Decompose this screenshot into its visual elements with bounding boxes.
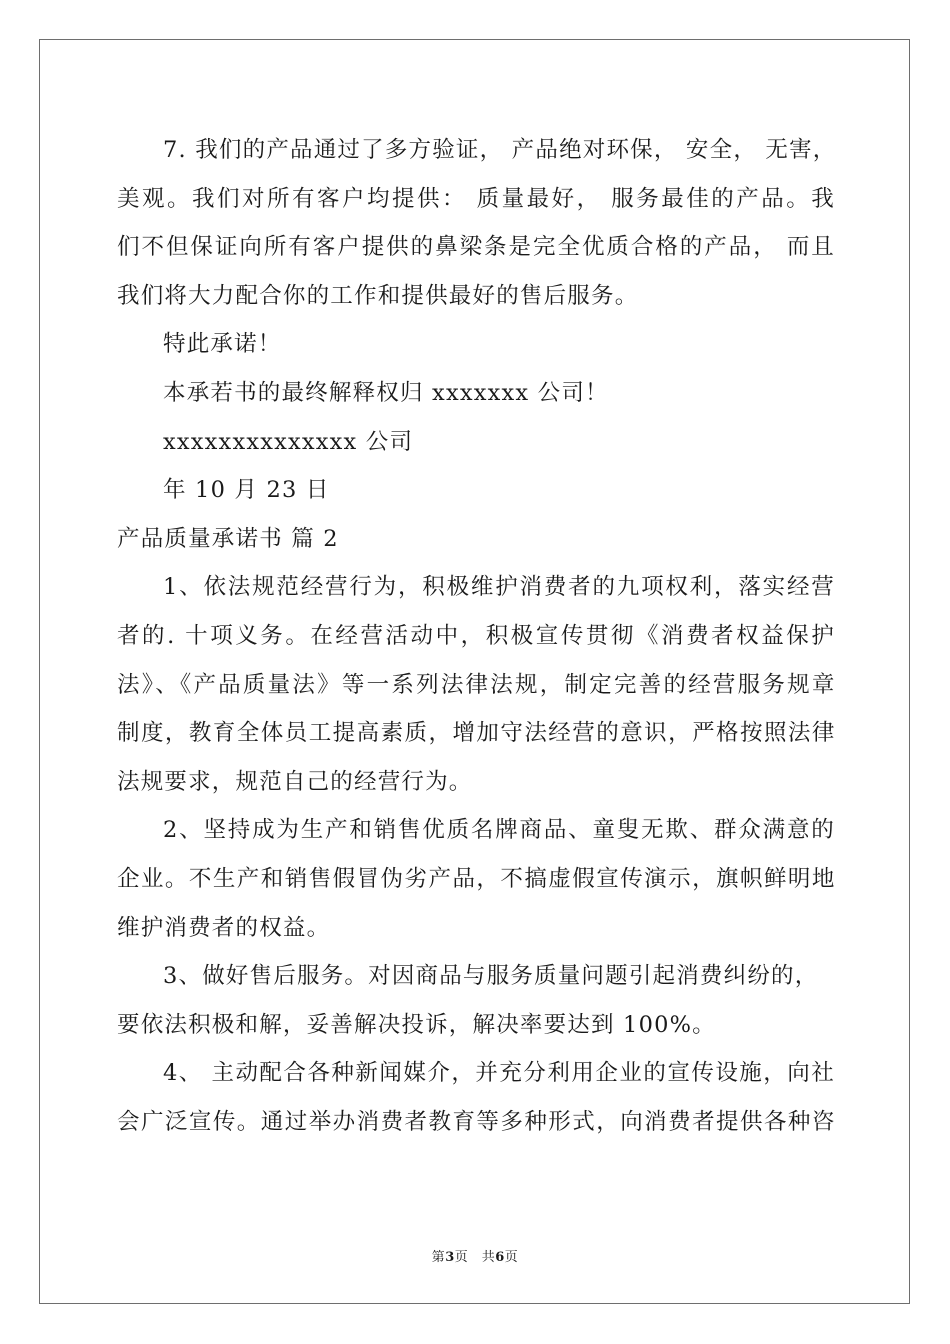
- item-3-line-2: 要依法积极和解，妥善解决投诉，解决率要达到 100%。: [117, 1011, 716, 1038]
- item-1-line-2: 者的. 十项义务。在经营活动中，积极宣传贯彻《消费者权益保护: [117, 622, 835, 649]
- section-heading: 产品质量承诺书 篇 2: [117, 525, 339, 552]
- footer-page-mid: 页 共: [454, 1250, 496, 1265]
- item-4-line-2: 会广泛宣传。通过举办消费者教育等多种形式，向消费者提供各种咨: [117, 1108, 835, 1135]
- closing-statement: 特此承诺！: [163, 331, 282, 358]
- interpretation-right: 本承若书的最终解释权归 xxxxxxx 公司！: [163, 379, 609, 406]
- item-1-line-3: 法》、《产品质量法》等一系列法律法规，制定完善的经营服务规章: [117, 671, 835, 698]
- item-2-line-1: 2、坚持成为生产和销售优质名牌商品、童叟无欺、群众满意的: [163, 817, 835, 844]
- item-1-line-4: 制度，教育全体员工提高素质，增加守法经营的意识，严格按照法律: [117, 720, 835, 747]
- footer-page-total: 6: [495, 1250, 505, 1265]
- document-body: [117, 126, 835, 1146]
- footer-page-current: 3: [445, 1250, 455, 1265]
- item-2-line-2: 企业。不生产和销售假冒伪劣产品，不搞虚假宣传演示，旗帜鲜明地: [117, 865, 835, 892]
- paragraph-7-line-2: 美观。我们对所有客户均提供： 质量最好， 服务最佳的产品。我: [117, 185, 835, 212]
- item-4-line-1: 4、 主动配合各种新闻媒介，并充分利用企业的宣传设施，向社: [163, 1060, 835, 1087]
- paragraph-7-line-3: 们不但保证向所有客户提供的鼻梁条是完全优质合格的产品， 而且: [117, 234, 835, 261]
- footer-page-suffix: 页: [504, 1250, 519, 1265]
- item-1-line-5: 法规要求，规范自己的经营行为。: [117, 768, 473, 795]
- item-3-line-1: 3、做好售后服务。对因商品与服务质量问题引起消费纠纷的，: [163, 963, 819, 990]
- paragraph-7-line-4: 我们将大力配合你的工作和提供最好的售后服务。: [117, 282, 639, 309]
- footer-page-prefix: 第: [431, 1250, 446, 1265]
- company-signature: xxxxxxxxxxxxxx 公司: [163, 428, 414, 455]
- item-1-line-1: 1、依法规范经营行为，积极维护消费者的九项权利，落实经营: [163, 574, 835, 601]
- document-date: 年 10 月 23 日: [163, 477, 330, 504]
- page-footer: [0, 1246, 950, 1265]
- item-2-line-3: 维护消费者的权益。: [117, 914, 331, 941]
- paragraph-7-line-1: 7. 我们的产品通过了多方验证， 产品绝对环保， 安全， 无害，: [163, 137, 837, 163]
